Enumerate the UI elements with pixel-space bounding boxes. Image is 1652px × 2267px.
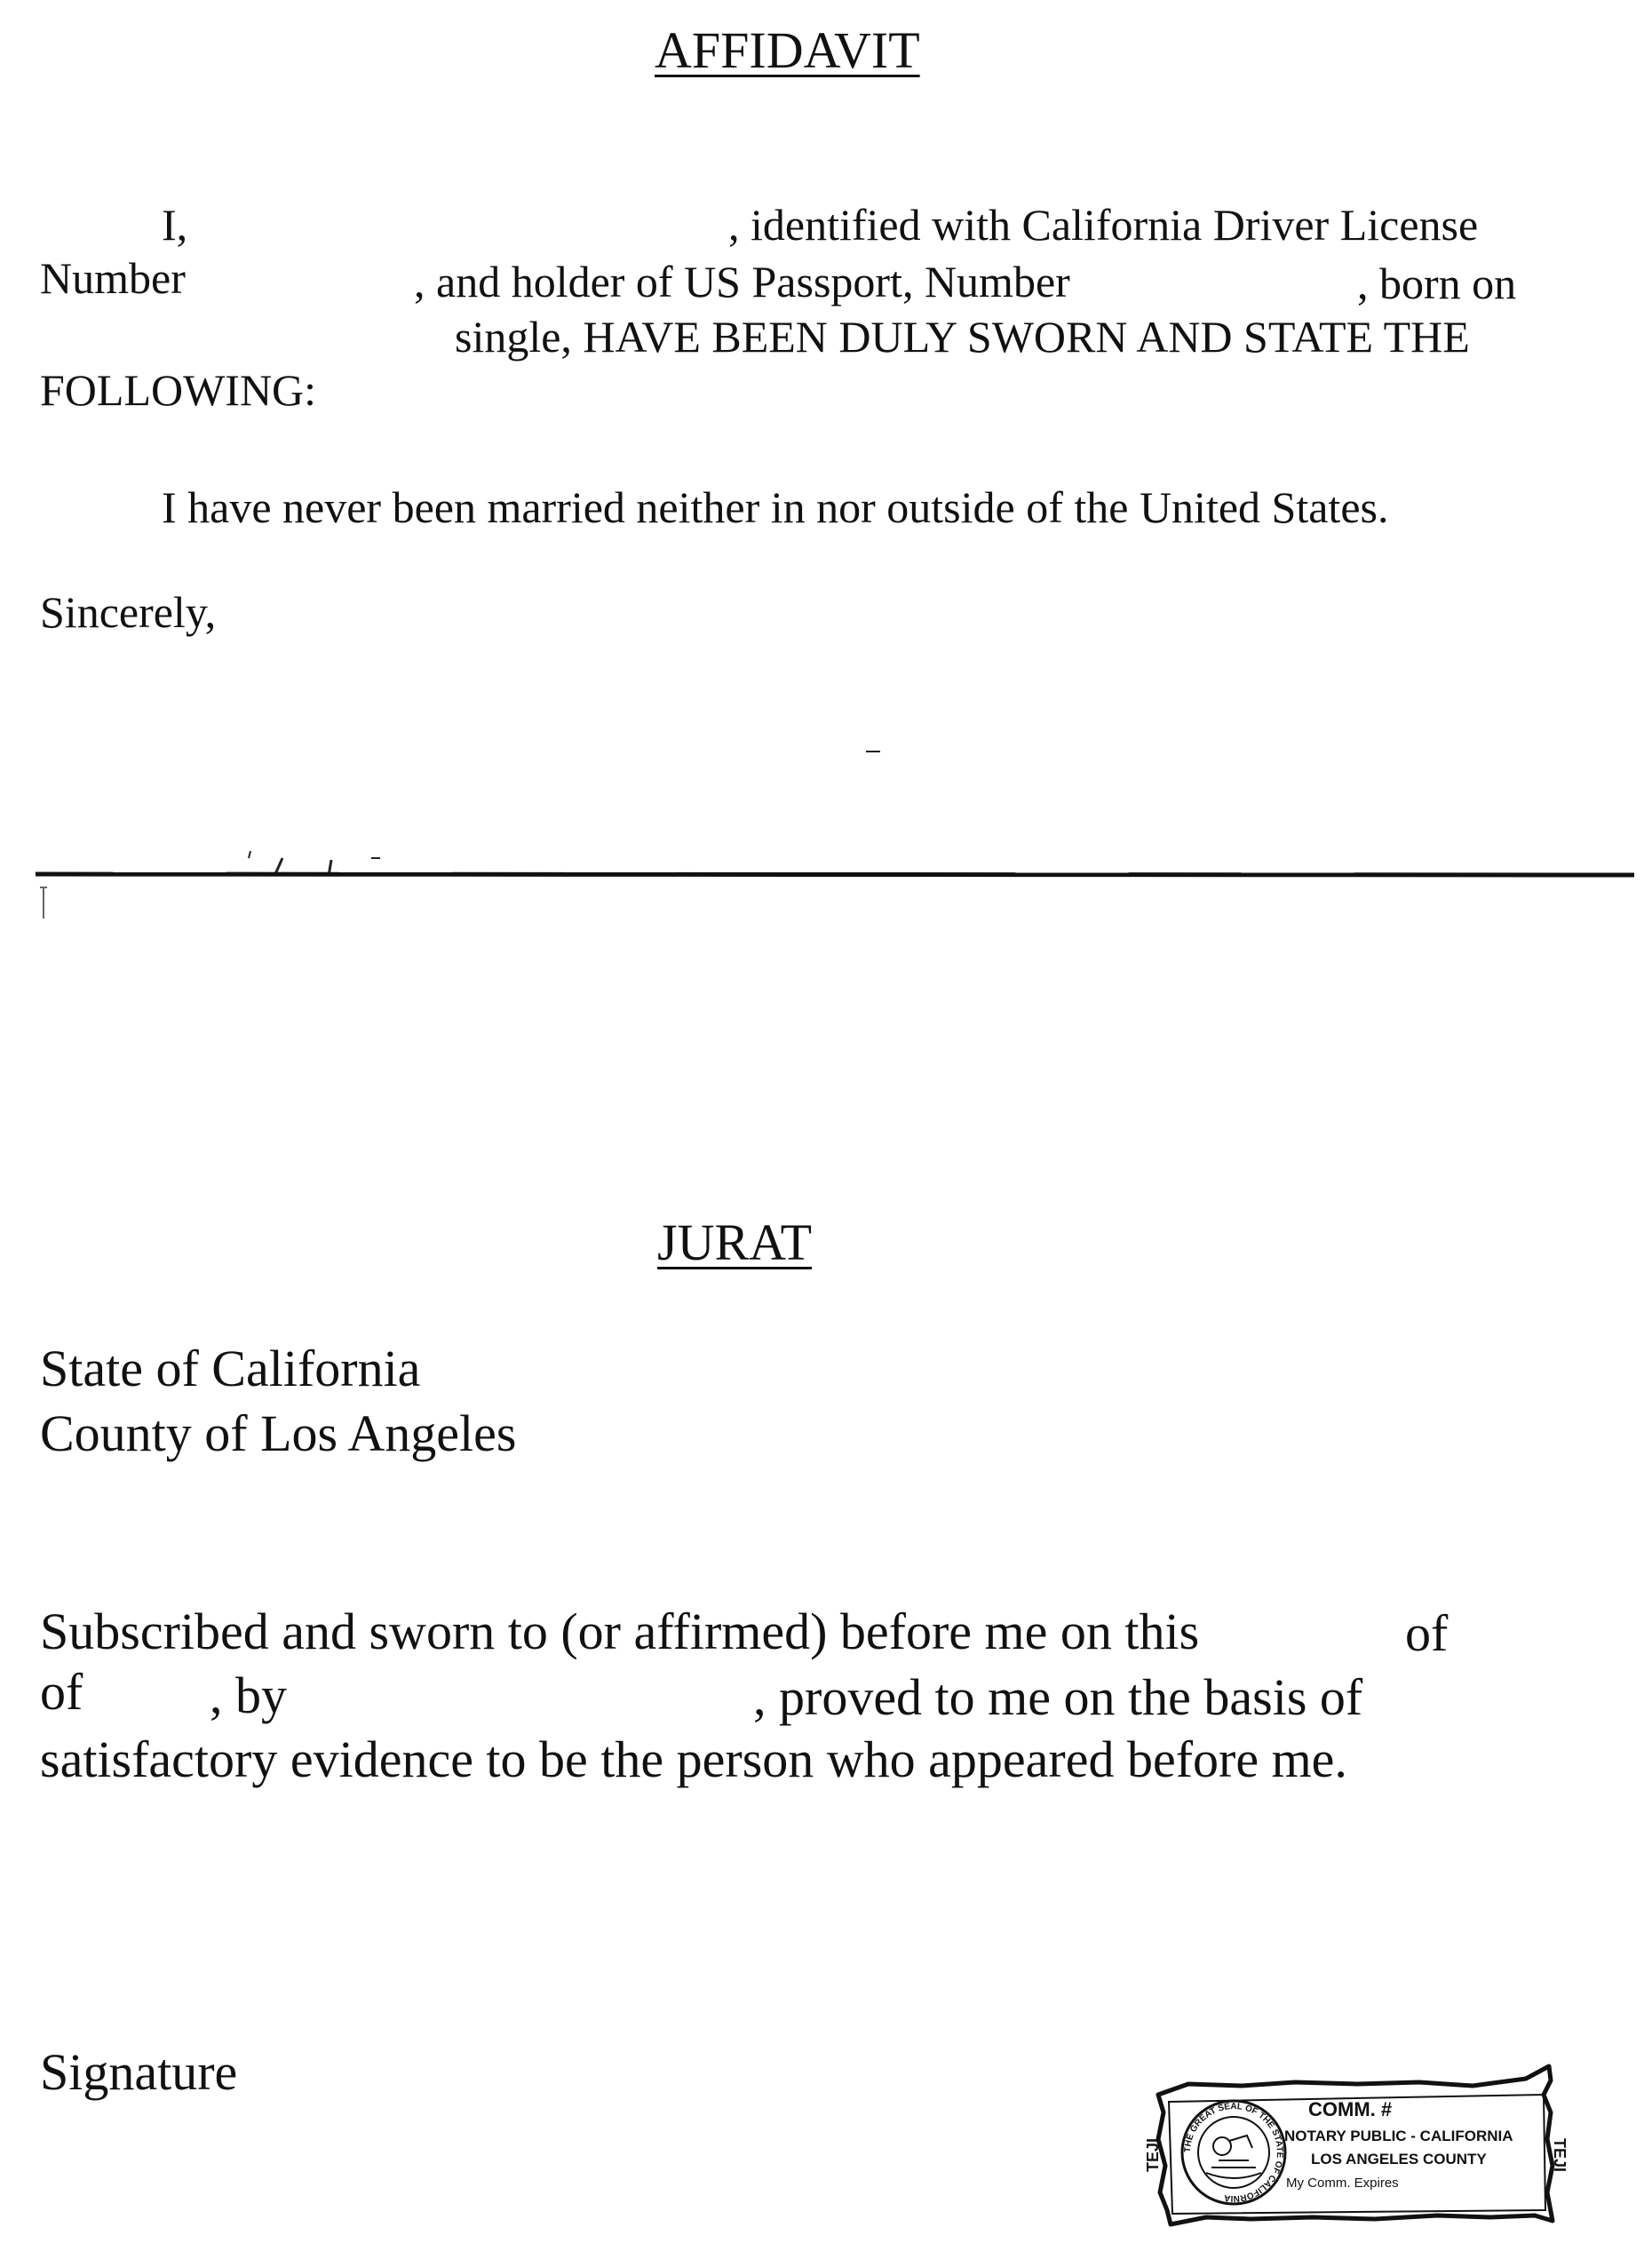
svg-text:TEJI: TEJI — [1144, 2137, 1162, 2173]
by-phrase: , by — [210, 1666, 287, 1724]
jurat-title: JURAT — [657, 1213, 813, 1271]
scan-speck — [43, 887, 44, 919]
stamp-comm: COMM. # — [1308, 2098, 1393, 2120]
svg-text:THE GREAT SEAL OF THE STATE OF: THE GREAT SEAL OF THE STATE OF CALIFORNIA — [1182, 2101, 1285, 2204]
svg-text:TEJI: TEJI — [1551, 2137, 1569, 2173]
affiant-intro: I, — [162, 200, 188, 250]
marital-statement: I have never been married neither in nor outside of the United States. — [162, 482, 1389, 532]
subscribed-of: of — [1405, 1604, 1449, 1662]
jurat-county: County of Los Angeles — [40, 1404, 517, 1462]
signature-line — [36, 872, 1634, 878]
following-label: FOLLOWING: — [40, 365, 317, 415]
month-of: of — [40, 1663, 83, 1721]
proved-phrase: , proved to me on the basis of — [753, 1668, 1363, 1726]
scan-speck — [40, 887, 47, 888]
notary-stamp — [1144, 2059, 1569, 2230]
born-on-phrase: , born on — [1357, 259, 1517, 308]
sworn-statement-line: single, HAVE BEEN DULY SWORN AND STATE THE — [455, 312, 1470, 362]
stamp-county: LOS ANGELES COUNTY — [1311, 2151, 1487, 2168]
closing: Sincerely, — [40, 587, 217, 637]
evidence-line: satisfactory evidence to be the person who appeared before me. — [40, 1730, 1347, 1788]
jurat-state: State of California — [40, 1340, 421, 1397]
scan-speck — [866, 751, 880, 752]
stamp-notary: NOTARY PUBLIC - CALIFORNIA — [1284, 2128, 1513, 2144]
affidavit-title: AFFIDAVIT — [655, 21, 920, 79]
license-phrase: , identified with California Driver License — [728, 200, 1479, 250]
number-label: Number — [40, 253, 186, 303]
passport-phrase: , and holder of US Passport, Number — [414, 257, 1070, 306]
state-seal-icon — [1176, 2095, 1291, 2210]
signature-label: Signature — [40, 2043, 238, 2101]
subscribed-line: Subscribed and sworn to (or affirmed) before me on this — [40, 1603, 1200, 1660]
stamp-expires: My Comm. Expires — [1286, 2176, 1399, 2191]
